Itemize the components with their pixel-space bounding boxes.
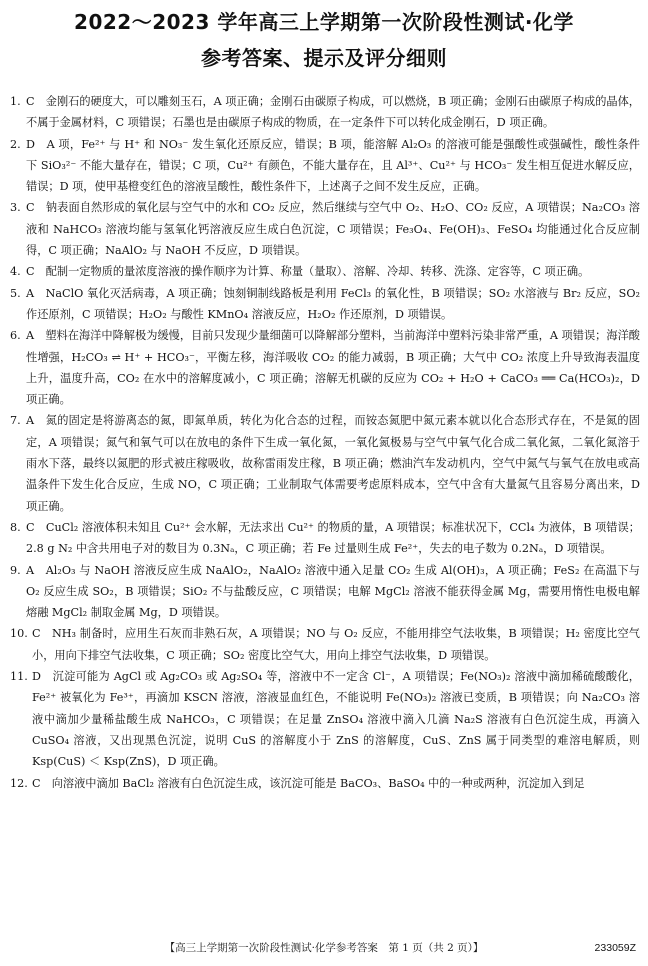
answer-item-11 <box>10 666 640 772</box>
answer-item-9 <box>10 560 640 624</box>
answer-list <box>10 91 640 794</box>
answer-number: 3. <box>10 201 21 215</box>
answer-text: C NH₃ 制备时，应用生石灰而非熟石灰，A 项错误；NO 与 O₂ 反应，不能用排空气法收集，B 项错误；H₂ 密度比空气小，用向下排空气法收集，C 项正确；SO₂ 密度比空气大，用向上排空气法收集，D 项错误。 <box>32 627 640 662</box>
document-subtitle: 参考答案、提示及评分细则 <box>201 46 447 70</box>
answer-item-5 <box>10 283 640 326</box>
answer-item-7 <box>10 410 640 516</box>
answer-text: C 钠表面自然形成的氧化层与空气中的水和 CO₂ 反应，然后继续与空气中 O₂、H₂O、CO₂ 反应，A 项错误；Na₂CO₃ 溶液和 NaHCO₃ 溶液均能与氢氧化钙溶液反应生成白色沉淀，C 项错误；Fe₃O₄、Fe(OH)₃、FeSO₄ 均能通过化合反应制得，C 项正确；NaAlO₂ 与 NaOH 不反应，D 项错误。 <box>26 201 640 258</box>
answer-number: 2. <box>10 137 21 151</box>
answer-number: 4. <box>10 265 21 279</box>
document-title: 2022～2023 学年高三上学期第一次阶段性测试·化学 <box>74 10 574 34</box>
answer-number: 5. <box>10 286 21 300</box>
answer-number: 6. <box>10 329 21 343</box>
answer-number: 12. <box>10 776 28 790</box>
answer-item-1 <box>10 91 640 134</box>
answer-number: 1. <box>10 95 21 108</box>
answer-text: A Al₂O₃ 与 NaOH 溶液反应生成 NaAlO₂，NaAlO₂ 溶液中通入足量 CO₂ 生成 Al(OH)₃，A 项正确；FeS₂ 在高温下与 O₂ 反应生成 SO₂，B 项错误；SiO₂ 不与盐酸反应，C 项错误；电解 MgCl₂ 溶液不能获得金属 Mg，需要用惰性电极电解熔融 MgCl₂ 制取金属 Mg，D 项错误。 <box>26 563 640 620</box>
answer-item-2 <box>10 134 640 198</box>
answer-number: 7. <box>10 414 21 428</box>
answer-item-10 <box>10 623 640 666</box>
answer-item-3 <box>10 197 640 261</box>
answer-number: 8. <box>10 520 21 534</box>
answer-text: A 氮的固定是将游离态的氮，即氮单质，转化为化合态的过程，而铵态氮肥中氮元素本就以化合态形式存在，不是氮的固定，A 项错误；氮气和氧气可以在放电的条件下生成一氧化氮，一氧化氮极易与空气中氧气化合成二氧化氮，二氧化氮溶于雨水下落，最终以氮肥的形式被庄稼吸收，故称雷雨发庄稼，B 项正确；燃油汽车发动机内，空气中氮气与氧气在放电或高温条件下发生化合反应，生成 NO，C 项正确；工业制取气体需要考虑原料成本，空气中含有大量氮气且容易分离出来，D 项正确。 <box>26 414 640 513</box>
answer-text: C 向溶液中滴加 BaCl₂ 溶液有白色沉淀生成，该沉淀可能是 BaCO₃、BaSO₄ 中的一种或两种，沉淀加入到足 <box>32 776 585 790</box>
answer-text: C 金刚石的硬度大，可以雕刻玉石，A 项正确；金刚石由碳原子构成，可以燃烧，B 项正确；金刚石由碳原子构成的晶体，不属于金属材料，C 项错误；石墨也是由碳原子构成的物质，在一定条件下可以转化成金刚石，D 项正确。 <box>26 95 640 130</box>
page-footer <box>0 937 648 959</box>
answer-item-12 <box>10 773 640 794</box>
footer-text: 【高三上学期第一次阶段性测试·化学参考答案 第 1 页（共 2 页）】 <box>164 942 484 954</box>
answer-number: 11. <box>10 670 28 684</box>
answer-text: C CuCl₂ 溶液体积未知且 Cu²⁺ 会水解，无法求出 Cu²⁺ 的物质的量，A 项错误；标准状况下，CCl₄ 为液体，B 项错误；2.8 g N₂ 中含共用电子对的数目为 0.3Nₐ，C 项正确；若 Fe 过量则生成 Fe²⁺，失去的电子数为 0.2Nₐ，D 项错误。 <box>26 520 640 556</box>
answer-text: C 配制一定物质的量浓度溶液的操作顺序为计算、称量（量取）、溶解、冷却、转移、洗涤、定容等，C 项正确。 <box>26 265 590 279</box>
answer-text: D 沉淀可能为 AgCl 或 Ag₂CO₃ 或 Ag₂SO₄ 等，溶液中不一定含 Cl⁻，A 项错误；Fe(NO₃)₂ 溶液中滴加稀硫酸酸化，Fe²⁺ 被氧化为 Fe³⁺，再滴加 KSCN 溶液，溶液显血红色，不能说明 Fe(NO₃)₂ 溶液已变质，B 项错误；向 Na₂CO₃ 溶液中滴加少量稀盐酸生成 NaHCO₃，C 项错误；在足量 ZnSO₄ 溶液中滴入几滴 Na₂S 溶液有白色沉淀生成，再滴入 CuSO₄ 溶液，又出现黑色沉淀，说明 CuS 的溶解度小于 ZnS 的溶解度，CuS、ZnS 属于同类型的难溶电解质，则 Ksp(CuS) ＜ Ksp(ZnS)，D 项正确。 <box>32 670 640 769</box>
answer-number: 10. <box>10 627 28 641</box>
answer-text: A NaClO 氧化灭活病毒，A 项正确；蚀刻铜制线路板是利用 FeCl₃ 的氧化性，B 项错误；SO₂ 水溶液与 Br₂ 反应，SO₂ 作还原剂，C 项错误；H₂O₂ 与酸性 KMnO₄ 溶液反应，H₂O₂ 作还原剂，D 项错误。 <box>26 286 640 321</box>
answer-text: D A 项，Fe²⁺ 与 H⁺ 和 NO₃⁻ 发生氧化还原反应，错误；B 项，能溶解 Al₂O₃ 的溶液可能是强酸性或强碱性，酸性条件下 SiO₃²⁻ 不能大量存在，错误；C 项，Cu²⁺ 有颜色，不能大量存在，且 Al³⁺、Cu²⁺ 与 HCO₃⁻ 发生相互促进水解反应，错误；D 项，使甲基橙变红色的溶液呈酸性，酸性条件下，上述离子之间不发生反应，正确。 <box>26 137 640 194</box>
answer-item-8 <box>10 517 640 560</box>
answer-item-4 <box>10 261 640 282</box>
answer-text: A 塑料在海洋中降解极为缓慢，目前只发现少量细菌可以降解部分塑料，当前海洋中塑料污染非常严重，A 项错误；海洋酸性增强，H₂CO₃ ⇌ H⁺ + HCO₃⁻，平衡左移，海洋吸收 CO₂ 的能力减弱，B 项正确；大气中 CO₂ 浓度上升导致海表温度上升，温度升高，CO₂ 在水中的溶解度减小，C 项正确；溶解无机碳的反应为 CO₂ + H₂O + CaCO₃ ══ Ca(HCO₃)₂，D 项正确。 <box>26 329 640 407</box>
document-code: 233059Z <box>594 942 636 954</box>
answer-number: 9. <box>10 563 21 577</box>
answer-item-6 <box>10 325 640 410</box>
